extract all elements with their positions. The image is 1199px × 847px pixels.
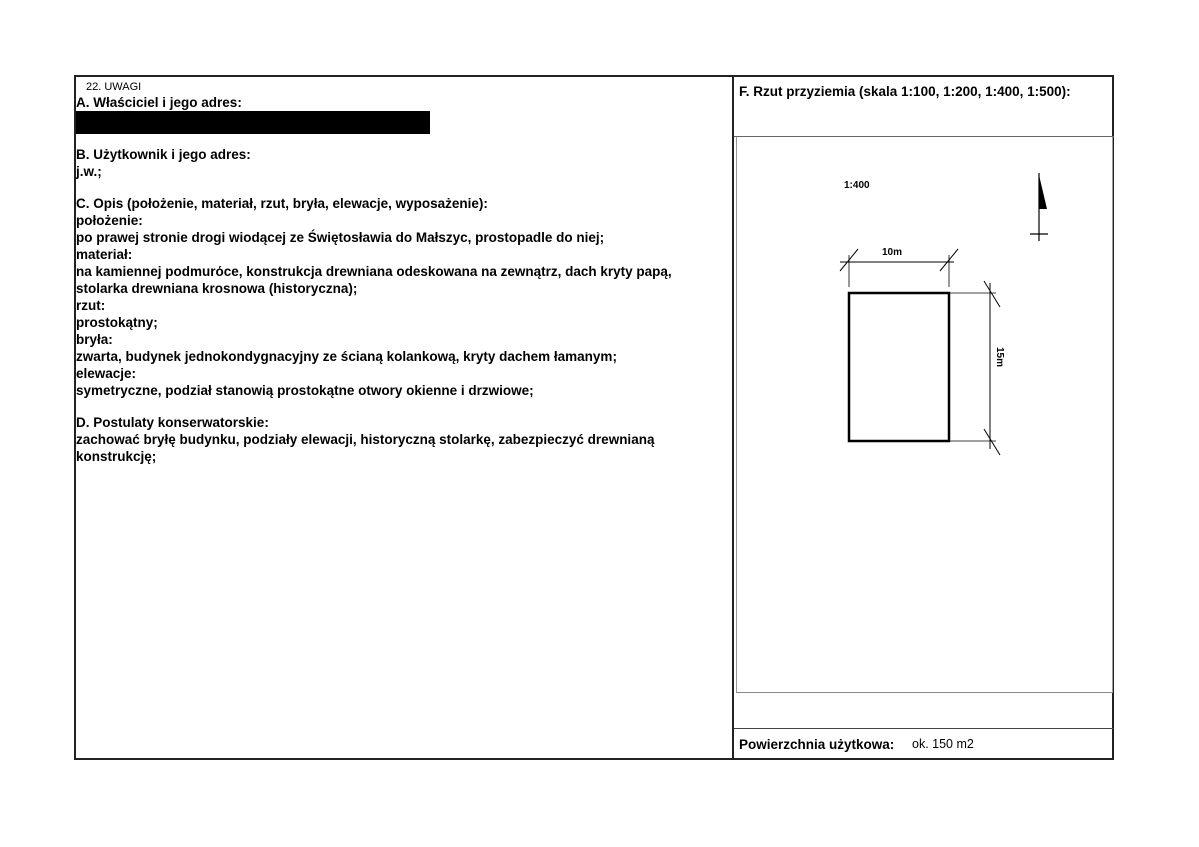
description-line: bryła: xyxy=(76,332,113,347)
building-outline xyxy=(849,293,949,441)
floor-plan-title: F. Rzut przyziemia (skala 1:100, 1:200, 1:400, 1:500): xyxy=(739,84,1071,99)
length-label: 15m xyxy=(994,347,1005,368)
description-line: stolarka drewniana krosnowa (historyczna); xyxy=(76,281,358,296)
usable-area-value: ok. 150 m2 xyxy=(912,737,974,751)
description-line: prostokątny; xyxy=(76,315,158,330)
owner-title: A. Właściciel i jego adres: xyxy=(76,95,242,110)
conservation-line: konstrukcję; xyxy=(76,449,157,464)
conservation-line: zachować bryłę budynku, podziały elewacji, historyczną stolarkę, zabezpieczyć drewnianą xyxy=(76,432,655,447)
user-value: j.w.; xyxy=(76,164,102,179)
description-line: materiał: xyxy=(76,247,133,262)
description-line: na kamiennej podmurόce, konstrukcja drewniana odeskowana na zewnątrz, dach kryty papą, xyxy=(76,264,672,279)
scale-label: 1:400 xyxy=(844,180,870,191)
user-title: B. Użytkownik i jego adres: xyxy=(76,147,251,162)
north-arrow-icon xyxy=(1030,173,1048,241)
description-line: położenie: xyxy=(76,213,143,228)
usable-area-label: Powierzchnia użytkowa: xyxy=(739,737,895,752)
column-divider xyxy=(732,75,734,760)
description-line: po prawej stronie drogi wiodącej ze Świętosławia do Małszyc, prostopadle do niej; xyxy=(76,230,605,245)
conservation-section xyxy=(76,415,654,465)
description-line: rzut: xyxy=(76,298,106,313)
description-line: symetryczne, podział stanowią prostokątne otwory okienne i drzwiowe; xyxy=(76,383,534,398)
user-section xyxy=(76,147,251,180)
divider xyxy=(734,728,1114,729)
width-label: 10m xyxy=(882,247,903,258)
length-dimension xyxy=(949,281,1005,455)
description-section xyxy=(76,196,672,399)
description-title: C. Opis (położenie, materiał, rzut, bryła, elewacje, wyposażenie): xyxy=(76,196,488,211)
floor-plan-drawing xyxy=(736,137,1113,693)
section-number: 22. UWAGI xyxy=(86,81,142,93)
description-line: zwarta, budynek jednokondygnacyjny ze ścianą kolankową, kryty dachem łamanym; xyxy=(76,349,617,364)
description-line: elewacje: xyxy=(76,366,137,381)
width-dimension xyxy=(840,247,958,287)
conservation-title: D. Postulaty konserwatorskie: xyxy=(76,415,269,430)
redacted-owner-address xyxy=(76,111,430,134)
